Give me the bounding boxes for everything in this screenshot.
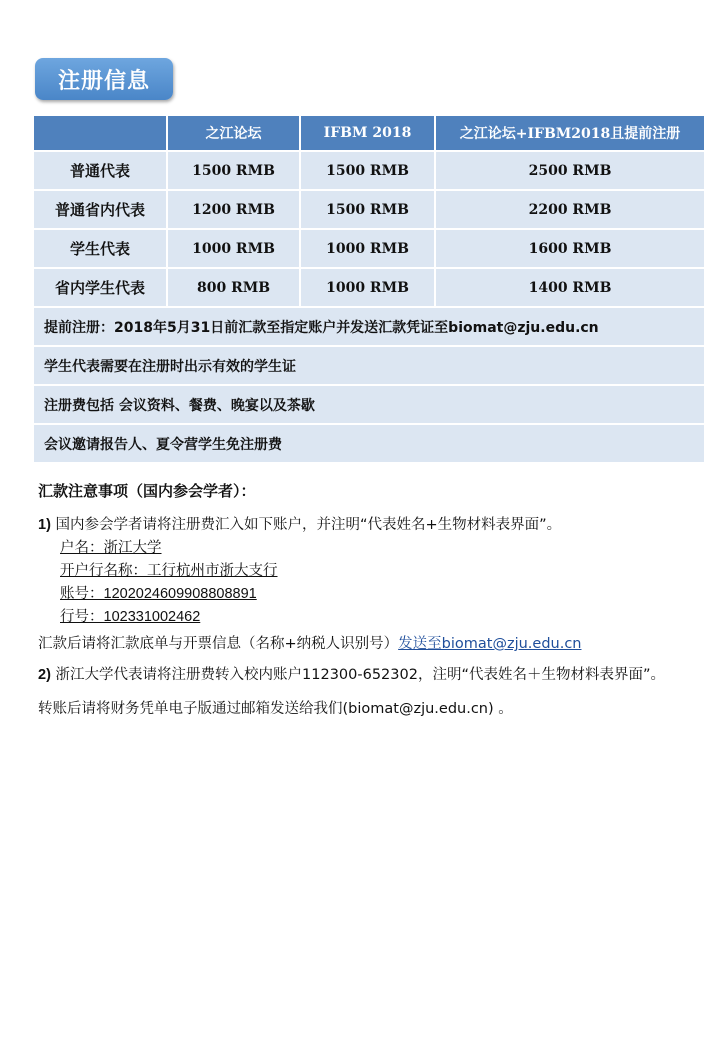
account-name-line — [38, 537, 714, 560]
remittance-item-2 — [38, 660, 714, 690]
remittance-title: 汇款注意事项（国内参会学者）： — [38, 482, 256, 500]
fee-includes-note: 注册费包括 会议资料、餐费、晚宴以及茶歇 — [34, 386, 704, 423]
header-cell-empty — [34, 116, 166, 150]
bank-code-line — [38, 606, 714, 629]
table-row — [34, 269, 704, 306]
row-label: 普通代表 — [34, 152, 166, 189]
price-cell: 2200 RMB — [436, 191, 704, 228]
item-text: 浙江大学代表请将注册费转入校内账户112300-652302，注明“代表姓名＋生物材料表界面”。 — [55, 667, 665, 683]
account-number: 1202024609908808891 — [103, 586, 257, 602]
price-cell: 1500 RMB — [168, 152, 299, 189]
header-cell-combined: 之江论坛+IFBM2018且提前注册 — [436, 116, 704, 150]
price-cell: 1600 RMB — [436, 230, 704, 267]
item-number: 1) — [38, 517, 51, 533]
after-remit-line — [38, 633, 714, 656]
table-row — [34, 191, 704, 228]
price-cell: 800 RMB — [168, 269, 299, 306]
price-cell: 1400 RMB — [436, 269, 704, 306]
price-cell: 1500 RMB — [301, 191, 434, 228]
account-number-line — [38, 583, 714, 606]
price-cell: 1500 RMB — [301, 152, 434, 189]
bank-name: 开户行名称：工行杭州市浙大支行 — [60, 563, 278, 579]
send-to-email-link[interactable]: 发送至biomat@zju.edu.cn — [398, 636, 582, 652]
fee-table — [32, 114, 706, 464]
bank-code-label: 行号： — [60, 609, 104, 625]
item-number: 2) — [38, 667, 51, 683]
table-note-row — [34, 425, 704, 462]
student-id-note: 学生代表需要在注册时出示有效的学生证 — [34, 347, 704, 384]
fee-exemption-note: 会议邀请报告人、夏令营学生免注册费 — [34, 425, 704, 462]
account-number-label: 账号： — [60, 586, 104, 602]
row-label: 学生代表 — [34, 230, 166, 267]
after-remit-text: 汇款后请将汇款底单与开票信息（名称+纳税人识别号） — [38, 636, 399, 652]
price-cell: 1200 RMB — [168, 191, 299, 228]
transfer-note: 转账后请将财务凭单电子版通过邮箱发送给我们(biomat@zju.edu.cn) 。 — [38, 701, 513, 717]
table-row — [34, 152, 704, 189]
header-cell-ifbm: IFBM 2018 — [301, 116, 434, 150]
section-title-badge — [35, 58, 173, 100]
table-note-row — [34, 386, 704, 423]
bank-name-line — [38, 560, 714, 583]
section-title: 注册信息 — [57, 68, 150, 94]
header-cell-zhijiang: 之江论坛 — [168, 116, 299, 150]
price-cell: 1000 RMB — [301, 230, 434, 267]
remittance-item-1 — [38, 514, 714, 537]
price-cell: 1000 RMB — [168, 230, 299, 267]
table-note-row — [34, 347, 704, 384]
early-registration-note: 提前注册：2018年5月31日前汇款至指定账户并发送汇款凭证至biomat@zju.edu.cn — [34, 308, 704, 345]
row-label: 普通省内代表 — [34, 191, 166, 228]
table-header-row — [34, 116, 704, 150]
table-note-row — [34, 308, 704, 345]
account-name: 户名：浙江大学 — [60, 540, 162, 556]
price-cell: 2500 RMB — [436, 152, 704, 189]
row-label: 省内学生代表 — [34, 269, 166, 306]
table-row — [34, 230, 704, 267]
remittance-notes — [38, 480, 714, 724]
price-cell: 1000 RMB — [301, 269, 434, 306]
item-text: 国内参会学者请将注册费汇入如下账户，并注明“代表姓名+生物材料表界面”。 — [55, 517, 562, 533]
bank-code: 102331002462 — [103, 609, 201, 625]
